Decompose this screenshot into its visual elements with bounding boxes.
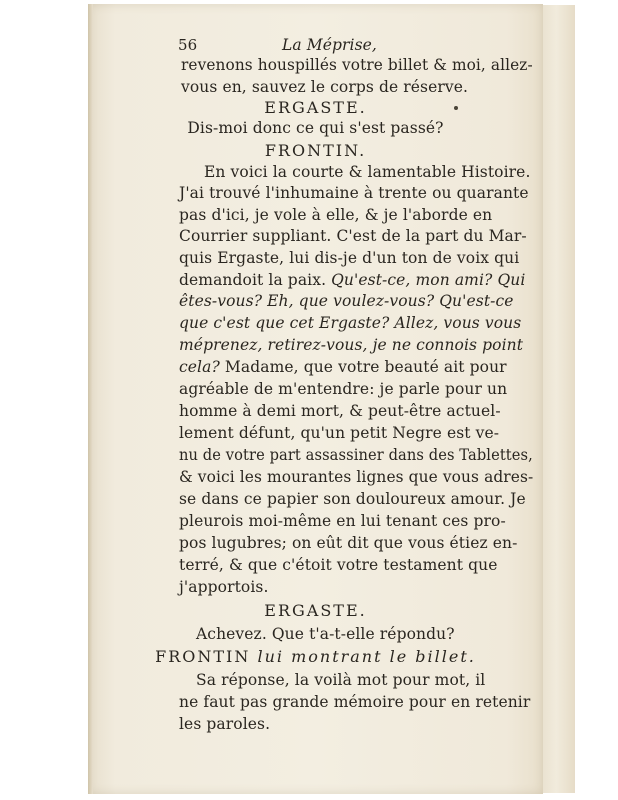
text-line [196,671,485,689]
roman-run: ERGASTE. [264,601,367,620]
roman-run: Dis-moi donc ce qui s'est passé? [187,119,444,137]
text-line [179,446,533,464]
roman-run: j'apportois. [179,578,269,596]
text-line [179,206,492,224]
roman-run: En voici la courte & lamentable Histoire. [204,163,531,181]
speaker-heading [88,99,543,117]
text-line [179,271,525,289]
roman-run: agréable de m'entendre: je parle pour un [179,380,508,398]
roman-run: lement défunt, qu'un petit Negre est ve- [179,424,500,442]
roman-run: homme à demi mort, & peut-être actuel- [179,402,501,420]
roman-run: se dans ce papier son douloureux amour. Je [179,490,526,508]
italic-run: que c'est que cet Ergaste? Allez, vous vous [179,314,522,332]
text-line [179,693,530,711]
text-line [181,78,468,96]
roman-run: revenons houspillés votre billet & moi, allez- [181,56,533,74]
roman-run: Sa réponse, la voilà mot pour mot, il [196,671,486,689]
text-line [179,578,269,596]
text-line [181,56,533,74]
text-line [179,424,499,442]
speaker-heading [88,648,543,666]
roman-run: les paroles. [179,715,271,733]
text-line [179,314,521,332]
speaker-heading [88,142,543,160]
roman-run: quis Ergaste, lui dis-je d'un ton de voix qui [179,249,520,267]
roman-run: FRONTIN [155,647,258,666]
page-number: 56 [178,36,198,54]
text-line [179,227,527,245]
text-line [179,715,270,733]
text-line [179,336,523,354]
text-line [204,163,530,181]
text-line [179,556,498,574]
running-title: La Méprise, [282,36,377,54]
roman-run: Courrier suppliant. C'est de la part du Mar- [179,227,527,245]
text-line [179,468,533,486]
roman-run: Madame, que votre beauté ait pour [224,358,507,376]
roman-run: demandoit la paix. [179,271,332,289]
roman-run: pos lugubres; on eût dit que vous étiez en- [179,534,518,552]
roman-run: vous en, sauvez le corps de réserve. [181,78,469,96]
text-line [179,534,517,552]
roman-run: & voici les mourantes lignes que vous adres- [179,468,534,486]
roman-run: nu de votre part assassiner dans des Tablettes, [179,446,533,464]
text-line [196,625,455,643]
text-line [179,512,506,530]
text-line [179,490,526,508]
text-line [179,380,507,398]
italic-run: êtes-vous? Eh, que voulez-vous? Qu'est-ce [179,292,514,310]
roman-run: J'ai trouvé l'inhumaine à trente ou quarante [179,184,529,202]
roman-run: terré, & que c'étoit votre testament que [179,556,498,574]
ink-speck [454,106,458,110]
roman-run: Achevez. Que t'a-t-elle répondu? [196,625,455,643]
text-line [179,249,519,267]
text-line [88,119,543,137]
speaker-heading [88,602,543,620]
roman-run: pleurois moi-même en lui tenant ces pro- [179,512,506,530]
text-line [179,402,501,420]
text-line [179,292,514,310]
italic-run: lui montrant le billet. [257,647,476,666]
text-line [179,184,529,202]
roman-run: pas d'ici, je vole à elle, & je l'aborde en [179,206,493,224]
facing-page-edge [540,5,575,793]
italic-run: cela? [179,358,225,376]
italic-run: méprenez, retirez-vous, je ne connois point [179,336,524,354]
italic-run: Qu'est-ce, mon ami? Qui [331,271,526,289]
roman-run: ERGASTE. [264,98,367,117]
text-line [179,358,507,376]
roman-run: FRONTIN. [264,141,367,160]
roman-run: ne faut pas grande mémoire pour en retenir [179,693,531,711]
